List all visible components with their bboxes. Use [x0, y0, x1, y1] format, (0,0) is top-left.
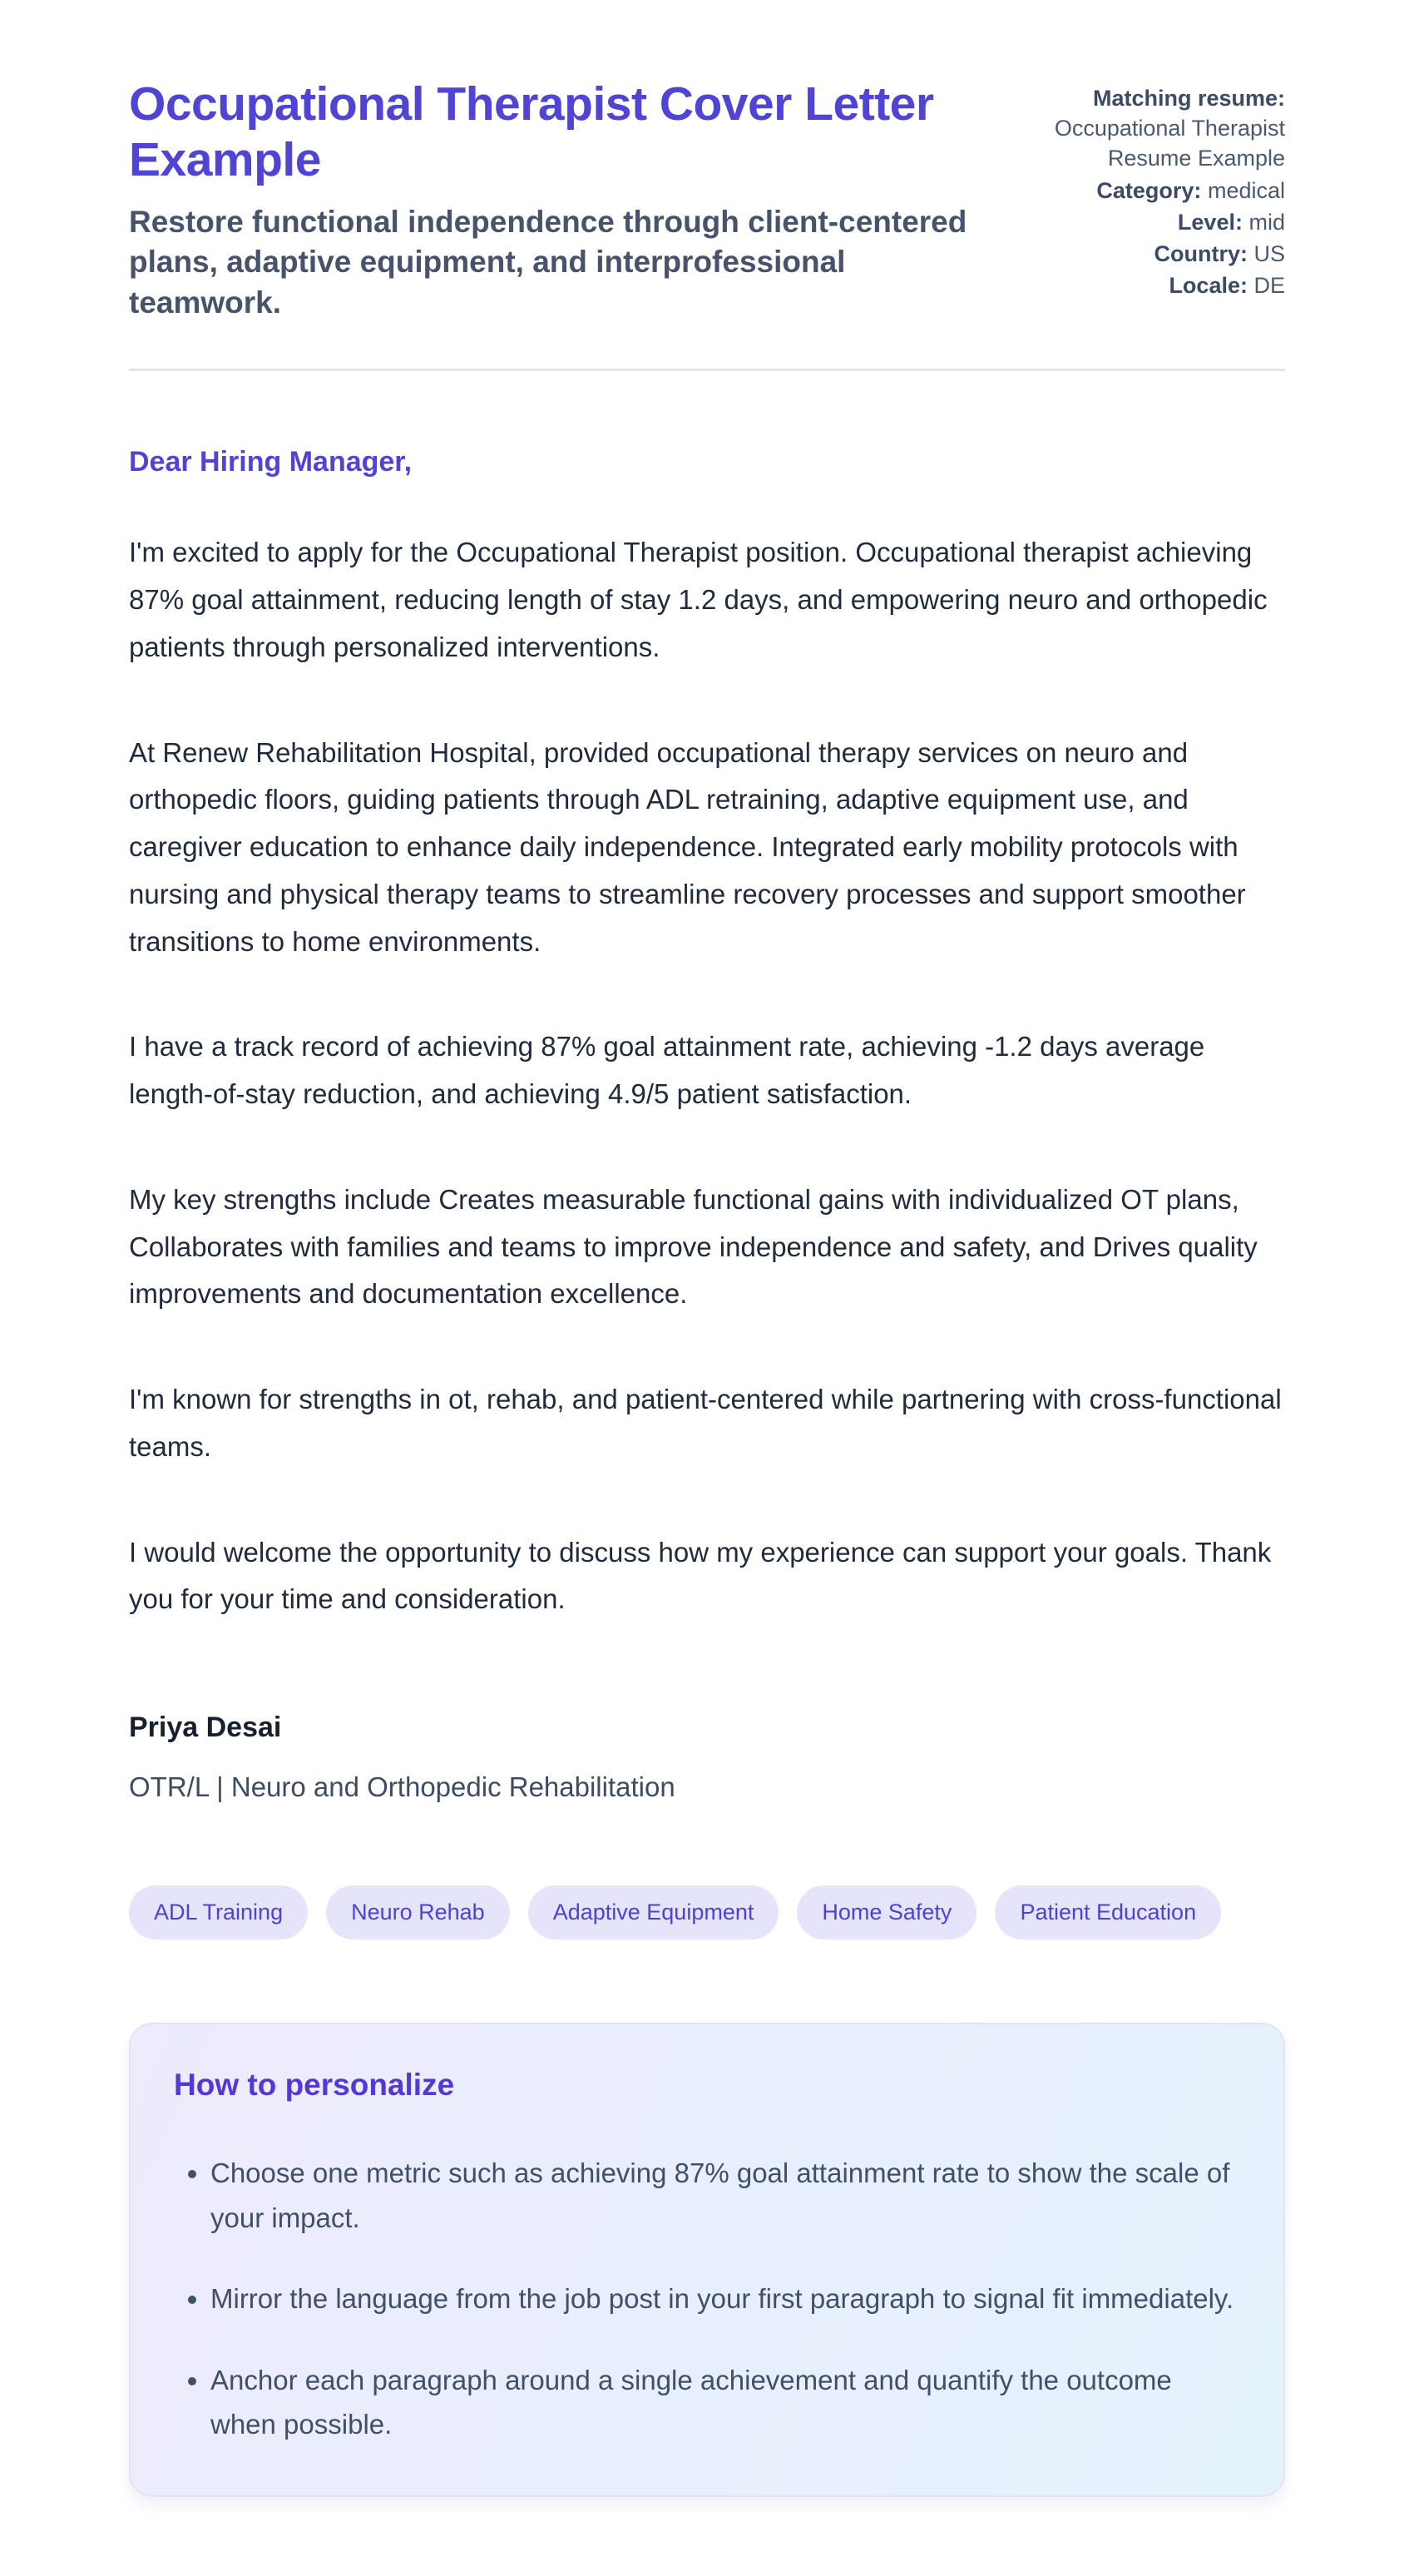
letter-paragraph-3: I have a track record of achieving 87% goal attainment rate, achieving -1.2 days average length-of-stay reduction, and achieving 4.9/5 patient satisfaction. — [129, 1031, 1205, 1110]
meta-category — [1027, 176, 1285, 206]
letter-paragraph-5: I'm known for strengths in ot, rehab, and patient-centered while partnering with cross-functional teams. — [129, 1384, 1282, 1462]
meta-country-value: US — [1253, 240, 1285, 266]
tag-list — [129, 1885, 1285, 1939]
page-title: Occupational Therapist Cover Letter Example — [129, 77, 934, 187]
letter-greeting: Dear Hiring Manager, — [129, 445, 413, 478]
meta-level-label: Level: — [1177, 209, 1243, 235]
meta-level — [1027, 207, 1285, 237]
letter-paragraph-6: I would welcome the opportunity to discuss how my experience can support your goals. Thank you for your time and consideration. — [129, 1536, 1272, 1615]
meta-locale-value: DE — [1253, 273, 1285, 299]
cover-letter-body — [129, 438, 1285, 1811]
tag-patient-education[interactable]: Patient Education — [995, 1885, 1221, 1939]
resume-meta-panel — [1027, 77, 1285, 302]
header-divider — [129, 369, 1285, 371]
letter-paragraph-1: I'm excited to apply for the Occupational Therapist position. Occupational therapist achieving 87% goal attainment, reducing length of stay 1.2 days, and empowering neuro and orthopedic patients through personalized interventions. — [129, 537, 1268, 662]
letter-paragraph-4: My key strengths include Creates measurable functional gains with individualized OT plans, Collaborates with families and teams to improve independence and safety, and Drives quality improvements and documentation excellence. — [129, 1183, 1258, 1310]
meta-matching-resume-value: Occupational Therapist Resume Example — [1054, 116, 1285, 171]
tag-home-safety[interactable]: Home Safety — [797, 1885, 976, 1939]
letter-paragraph-2: At Renew Rehabilitation Hospital, provided occupational therapy services on neuro and orthopedic floors, guiding patients through ADL retraining, adaptive equipment use, and caregiver education to enhance daily independence. Integrated early mobility protocols with nursing and physical therapy teams to streamline recovery processes and support smoother transitions to home environments. — [129, 736, 1246, 957]
signature-name: Priya Desai — [129, 1712, 282, 1744]
meta-locale-label: Locale: — [1169, 273, 1248, 299]
personalize-tips-card — [129, 2023, 1285, 2496]
tips-title: How to personalize — [174, 2068, 455, 2103]
tip-item-1: • Choose one metric such as achieving 87% goal attainment rate to show the scale of your impact. — [210, 2151, 1240, 2240]
tip-item-3: • Anchor each paragraph around a single achievement and quantify the outcome when possible. — [210, 2358, 1240, 2447]
tips-list — [174, 2151, 1240, 2446]
header-title-block — [129, 77, 969, 324]
meta-category-label: Category: — [1096, 177, 1202, 203]
meta-matching-resume — [1027, 83, 1285, 174]
tag-adl-training[interactable]: ADL Training — [129, 1885, 308, 1939]
meta-country — [1027, 239, 1285, 269]
page-header — [129, 77, 1285, 324]
meta-category-value: medical — [1207, 177, 1285, 203]
meta-country-label: Country: — [1154, 240, 1248, 266]
signature-role: OTR/L | Neuro and Orthopedic Rehabilitation — [129, 1771, 675, 1802]
page-subtitle: Restore functional independence through client-centered plans, adaptive equipment, and interprofessional teamwork. — [129, 204, 967, 320]
meta-level-value: mid — [1248, 209, 1285, 235]
tip-item-2: • Mirror the language from the job post in your first paragraph to signal fit immediately. — [210, 2276, 1240, 2321]
meta-locale — [1027, 270, 1285, 300]
tag-adaptive-equipment[interactable]: Adaptive Equipment — [528, 1885, 779, 1939]
meta-matching-resume-label: Matching resume: — [1092, 86, 1285, 111]
tag-neuro-rehab[interactable]: Neuro Rehab — [326, 1885, 510, 1939]
